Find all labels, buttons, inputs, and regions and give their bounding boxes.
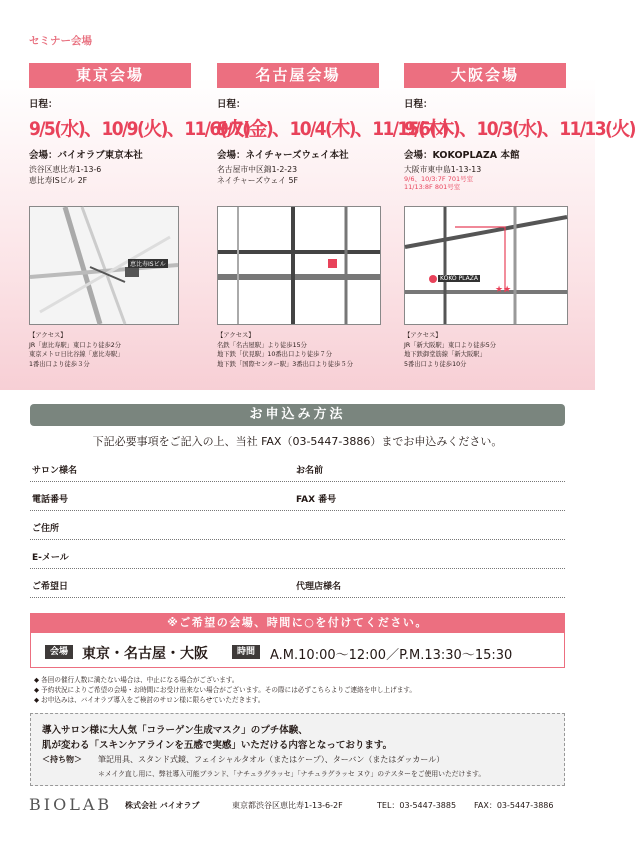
access-line: 5番出口より徒歩10分	[404, 360, 467, 368]
email-input-line[interactable]	[30, 568, 565, 569]
venue-osaka	[404, 63, 635, 191]
map-building-label: KOKO PLAZA	[440, 275, 478, 282]
venue-access	[217, 331, 353, 369]
seminar-heading: セミナー会場	[29, 35, 92, 47]
address-line: 恵比寿ISビル 2F	[29, 176, 88, 185]
company-tel: TEL：03-5447-3885	[377, 801, 457, 810]
apply-note: 下記必要事項をご記入の上、当社 FAX（03-5447-3886）までお申込みください。	[92, 435, 503, 448]
access-line: 地下鉄御堂筋線「新大阪駅」	[404, 351, 486, 358]
date-agency-input-line[interactable]	[30, 597, 565, 598]
access-line: 地下鉄「伏見駅」10番出口より徒歩７分	[217, 351, 333, 358]
note-item: ◆ お申込みは、バイオラブ導入をご検討のサロン様に限らせていただきます。	[34, 696, 265, 704]
venue-address	[404, 164, 566, 175]
gift-line-1: 導入サロン様に大人気「コラーゲン生成マスク」のプチ体験、	[42, 725, 308, 736]
access-line: 名鉄「名古屋駅」より徒歩15分	[217, 341, 307, 349]
note-item: ◆ 各回の催行人数に満たない場合は、中止になる場合がございます。	[34, 676, 239, 684]
schedule-dates: 9/6(木)、10/3(水)、11/13(火)	[404, 118, 635, 140]
time-tag: 時間	[232, 645, 260, 659]
map-nagoya	[217, 206, 381, 325]
venue-title: 東京会場	[29, 63, 191, 88]
venue-hall: 会場：ネイチャーズウェイ本社	[217, 150, 349, 161]
notes-list	[34, 675, 416, 705]
company-name: 株式会社 バイオラブ	[125, 801, 200, 810]
biolab-logo: BIOLAB	[29, 795, 113, 814]
agency-field-label: 代理店様名	[296, 582, 342, 592]
salon-name-input-line[interactable]	[30, 481, 565, 482]
address-line: 大阪市東中島1-13-13	[404, 165, 482, 174]
phone-fax-input-line[interactable]	[30, 510, 565, 511]
venue-tokyo	[29, 63, 250, 186]
address-line: ネイチャーズウェイ 5F	[217, 176, 299, 185]
venue-tag: 会場	[45, 645, 73, 659]
wish-heading: ※ご希望の会場、時間に○を付けてください。	[30, 613, 565, 633]
access-line: JR「新大阪駅」東口より徒歩5分	[404, 341, 497, 349]
room-note: 9/6、10/3:7F 701号室	[404, 175, 474, 183]
fax-field-label: FAX 番号	[296, 495, 337, 505]
schedule-label: 日程：	[29, 99, 58, 110]
salon-field-label: サロン様名	[32, 466, 78, 476]
access-label: 【アクセス】	[404, 332, 442, 339]
venue-hall: 会場：バイオラブ東京本社	[29, 150, 143, 161]
phone-field-label: 電話番号	[32, 495, 69, 505]
access-label: 【アクセス】	[29, 332, 67, 339]
time-options[interactable]: A.M.10:00〜12:00／P.M.13:30〜15:30	[270, 648, 513, 663]
access-line: 東京メトロ日比谷線「恵比寿駅」	[29, 351, 124, 358]
schedule-dates: 9/7(金)、10/4(木)、11/15(木)	[217, 118, 448, 140]
address-input-line[interactable]	[30, 539, 565, 540]
map-building-label: 恵比寿ISビル	[130, 261, 166, 268]
schedule-dates: 9/5(水)、10/9(火)、11/6(火)	[29, 118, 250, 140]
map-tokyo	[29, 206, 179, 325]
access-line: JR「恵比寿駅」東口より徒歩2分	[29, 341, 122, 349]
items-list: 筆記用具、スタンド式鏡、フェイシャルタオル（またはケープ）、ターバン（またはダッカール）	[98, 755, 445, 764]
schedule-label: 日程：	[217, 99, 246, 110]
venue-title: 名古屋会場	[217, 63, 379, 88]
venue-access	[404, 331, 496, 369]
items-label: ＜持ち物＞	[42, 755, 82, 764]
company-address: 東京都渋谷区恵比寿1-13-6-2F	[232, 801, 343, 810]
map-osaka	[404, 206, 568, 325]
schedule-label: 日程：	[404, 99, 433, 110]
access-line: 地下鉄「国際センター駅」3番出口より徒歩５分	[217, 360, 353, 368]
venue-address	[217, 164, 379, 186]
company-fax: FAX：03-5447-3886	[474, 801, 554, 810]
email-field-label: E-メール	[32, 553, 69, 563]
items-remark: ＊メイク直し用に、弊社導入可能ブランド、「ナチュラグラッセ」「ナチュラグラッセ ヌウ」のテスターをご使用いただけます。	[98, 770, 486, 778]
room-note: 11/13:8F 801号室	[404, 183, 461, 191]
date-field-label: ご希望日	[32, 582, 69, 592]
gift-line-2: 肌が変わる「スキンケアラインを五感で実感」いただける内容となっております。	[42, 740, 393, 751]
access-label: 【アクセス】	[217, 332, 255, 339]
name-field-label: お名前	[296, 466, 324, 476]
venue-address	[29, 164, 191, 186]
venue-access	[29, 331, 123, 369]
svg-text:★★: ★★	[495, 285, 512, 295]
venue-title: 大阪会場	[404, 63, 566, 88]
venue-options[interactable]: 東京・名古屋・大阪	[82, 646, 208, 662]
venue-hall: 会場：KOKOPLAZA 本館	[404, 150, 520, 161]
access-line: 1番出口より徒歩３分	[29, 360, 90, 368]
apply-title: お申込み方法	[30, 404, 565, 426]
note-item: ◆ 予約状況によりご希望の会場・お時間にお受け出来ない場合がございます。その際には必ずこちらよりご連絡を申し上げます。	[34, 686, 416, 694]
address-line: 渋谷区恵比寿1-13-6	[29, 165, 102, 174]
address-line: 名古屋市中区錦1-2-23	[217, 165, 298, 174]
address-field-label: ご住所	[32, 524, 60, 534]
